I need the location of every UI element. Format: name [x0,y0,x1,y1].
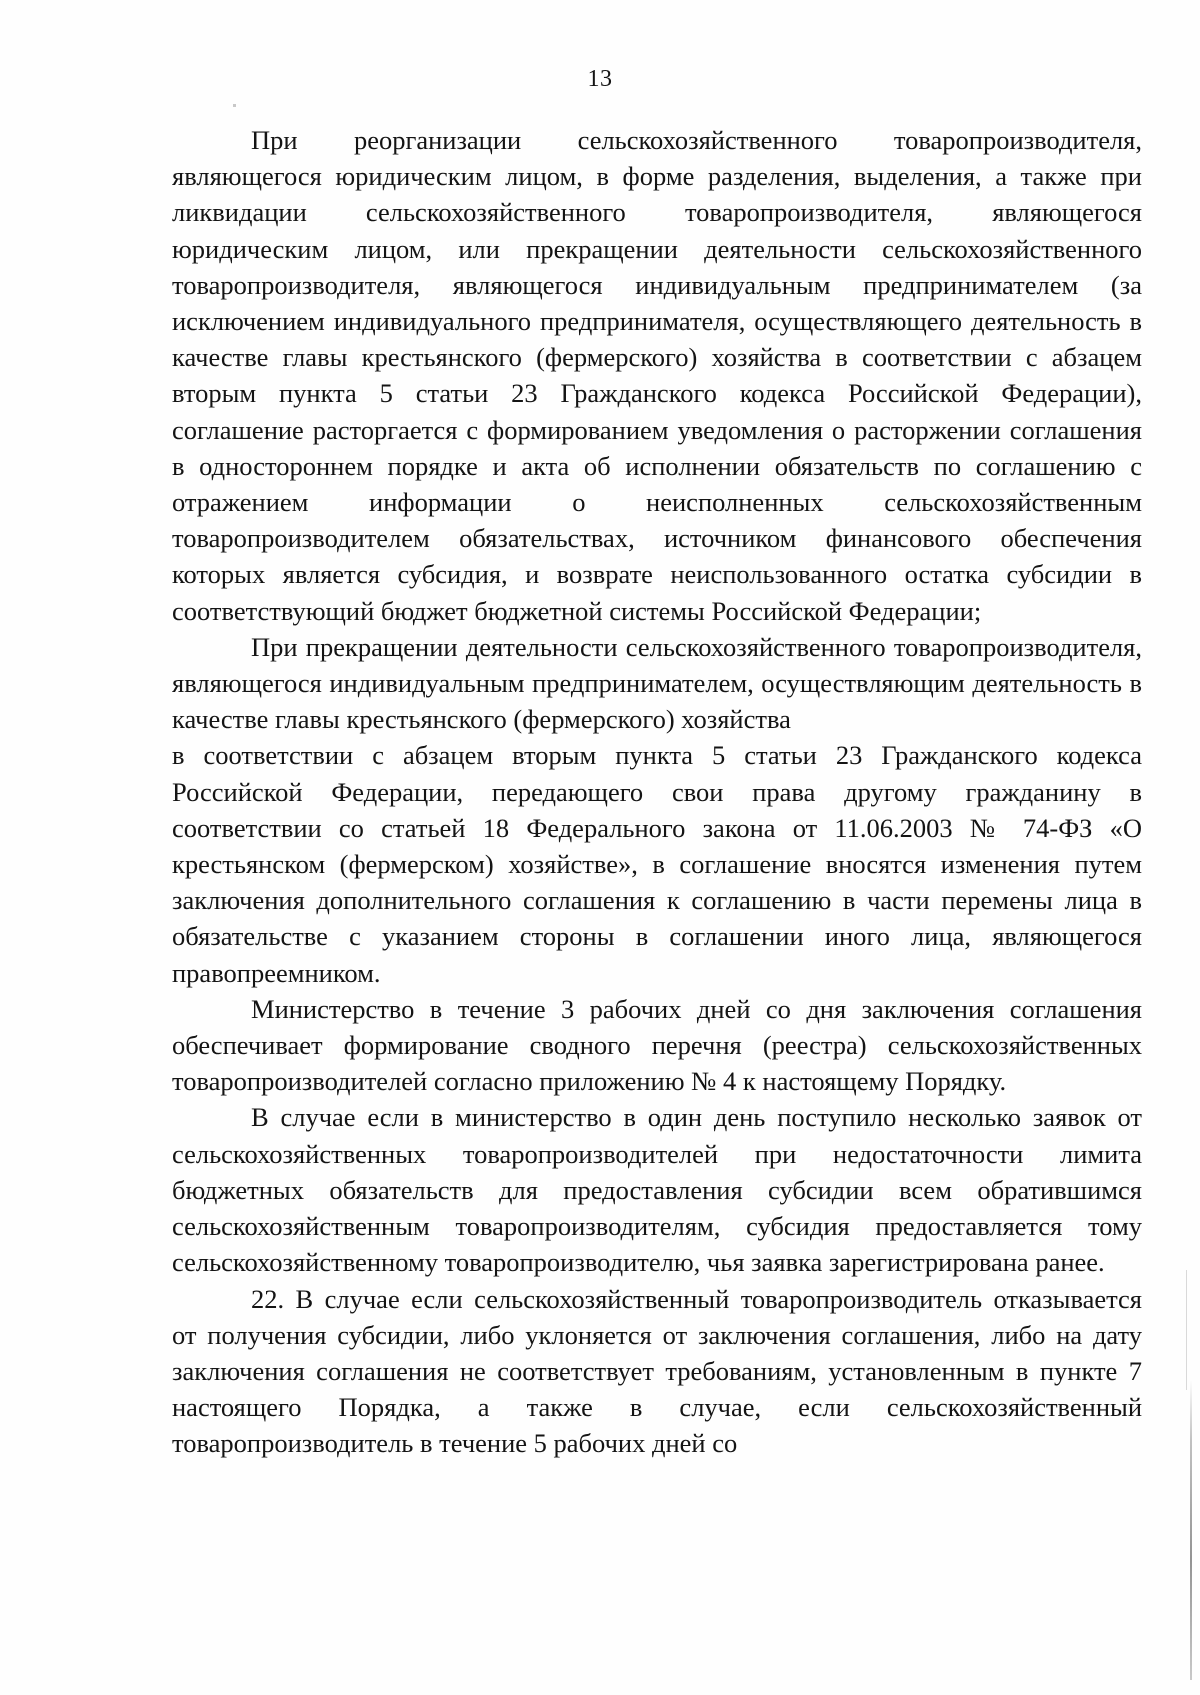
scan-edge-artifact [1190,1380,1192,1680]
paragraph-civil-code-continuation: в соответствии с абзацем вторым пункта 5 статьи 23 Гражданского кодекса Российской Федерации, передающего свои права другому гражданину в соответствии со статьей 18 Федерального закона от 11.06.2003 № 74-ФЗ «О крестьянском (фермерском) хозяйстве», в соглашение вносятся изменения путем заключения дополнительного соглашения к соглашению в части перемены лица в обязательстве с указанием стороны в соглашении иного лица, являющегося правопреемником. [172,740,1142,988]
scan-artifact [233,104,236,107]
paragraph-ministry-registry: Министерство в течение 3 рабочих дней со дня заключения соглашения обеспечивает формирование сводного перечня (реестра) сельскохозяйственных товаропроизводителей согласно приложению № 4 к настоящему Порядку. [172,993,1142,1097]
scan-edge-artifact [1186,1270,1187,1390]
page-number: 13 [587,66,613,92]
paragraph-item-22: 22. В случае если сельскохозяйственный товаропроизводитель отказывается от получения субсидии, либо уклоняется от заключения соглашения, либо на дату заключения соглашения не соответствует требованиям, установленным в пункте 7 настоящего Порядка, а также в случае, если сельскохозяйственный товаропроизводитель в течение 5 рабочих дней со [172,1283,1142,1459]
paragraph-insufficient-limit: В случае если в министерство в один день поступило несколько заявок от сельскохозяйственных товаропроизводителей при недостаточности лимита бюджетных обязательств для предоставления субсидии всем обратившимся сельскохозяйственным товаропроизводителям, субсидия предоставляется тому сельскохозяйственному товаропроизводителю, чья заявка зарегистрирована ранее. [172,1102,1142,1278]
paragraph-reorganization: При реорганизации сельскохозяйственного товаропроизводителя, являющегося юридическим лицом, в форме разделения, выделения, а также при ликвидации сельскохозяйственного товаропроизводителя, являющегося юридическим лицом, или прекращении деятельности сельскохозяйственного товаропроизводителя, являющегося индивидуальным предпринимателем (за исключением индивидуального предпринимателя, осуществляющего деятельность в качестве главы крестьянского (фермерского) хозяйства в соответствии с абзацем вторым пункта 5 статьи 23 Гражданского кодекса Российской Федерации), соглашение расторгается с формированием уведомления о расторжении соглашения в одностороннем порядке и акта об исполнении обязательств по соглашению с отражением информации о неисполненных сельскохозяйственным товаропроизводителем обязательствах, источником финансового обеспечения которых является субсидия, и возврате неиспользованного остатка субсидии в соответствующий бюджет бюджетной системы Российской Федерации; [172,125,1142,626]
paragraph-termination-farm-head: При прекращении деятельности сельскохозяйственного товаропроизводителя, являющегося индивидуальным предпринимателем, осуществляющим деятельность в качестве главы крестьянского (фермерского) хозяйства [172,631,1142,735]
document-body [172,122,1142,1462]
